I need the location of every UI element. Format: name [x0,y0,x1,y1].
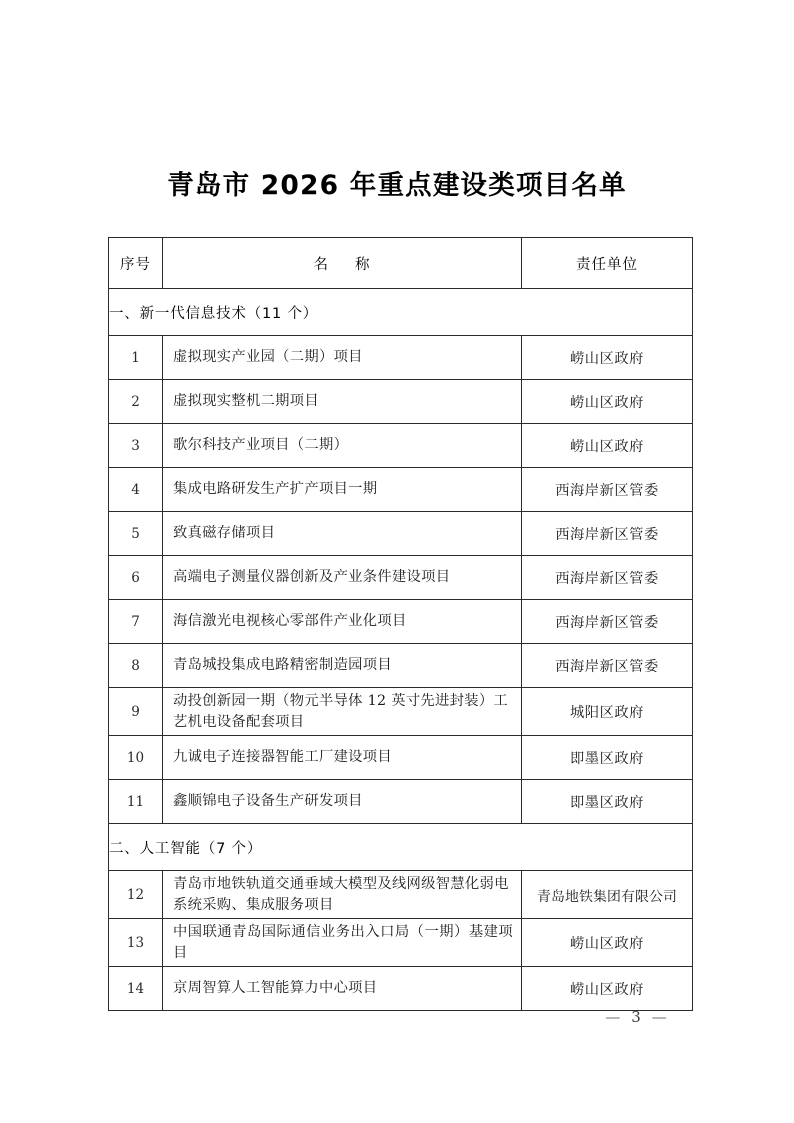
section-heading: 一、新一代信息技术（11 个） [109,289,693,336]
column-header-name [163,238,522,289]
column-header-name-part2: 称 [355,256,371,273]
table-row [109,780,693,824]
row-project-name: 虚拟现实产业园（二期）项目 [163,336,522,380]
row-index: 2 [109,380,163,424]
row-responsible-unit: 西海岸新区管委 [522,512,693,556]
row-responsible-unit: 崂山区政府 [522,919,693,967]
row-project-name: 致真磁存储项目 [163,512,522,556]
row-project-name: 高端电子测量仪器创新及产业条件建设项目 [163,556,522,600]
row-index: 9 [109,688,163,736]
row-responsible-unit: 西海岸新区管委 [522,644,693,688]
row-index: 13 [109,919,163,967]
column-header-index: 序号 [109,238,163,289]
row-project-name: 虚拟现实整机二期项目 [163,380,522,424]
page-marker-left-icon: — [605,1008,623,1026]
column-header-name-part1: 名 [313,256,329,273]
page-number: 3 [631,1008,643,1026]
row-responsible-unit: 崂山区政府 [522,336,693,380]
row-index: 4 [109,468,163,512]
table-section-header-row [109,824,693,871]
row-project-name: 九诚电子连接器智能工厂建设项目 [163,736,522,780]
row-project-name: 鑫顺锦电子设备生产研发项目 [163,780,522,824]
page-marker-right-icon: — [651,1008,669,1026]
page-title: 青岛市 2026 年重点建设类项目名单 [167,170,627,201]
page-footer [0,1008,794,1026]
table-row [109,644,693,688]
row-responsible-unit: 崂山区政府 [522,967,693,1011]
row-index: 12 [109,871,163,919]
row-responsible-unit: 即墨区政府 [522,736,693,780]
row-index: 11 [109,780,163,824]
row-project-name: 中国联通青岛国际通信业务出入口局（一期）基建项目 [163,919,522,967]
row-project-name: 京周智算人工智能算力中心项目 [163,967,522,1011]
row-index: 1 [109,336,163,380]
row-project-name: 动投创新园一期（物元半导体 12 英寸先进封装）工艺机电设备配套项目 [163,688,522,736]
project-list-table-wrapper [108,237,692,1011]
table-header-row [109,238,693,289]
table-row [109,600,693,644]
project-list-table [108,237,693,1011]
row-index: 14 [109,967,163,1011]
table-row [109,919,693,967]
row-index: 5 [109,512,163,556]
row-project-name: 海信激光电视核心零部件产业化项目 [163,600,522,644]
row-index: 7 [109,600,163,644]
table-row [109,380,693,424]
row-responsible-unit: 即墨区政府 [522,780,693,824]
row-responsible-unit: 西海岸新区管委 [522,600,693,644]
row-responsible-unit: 城阳区政府 [522,688,693,736]
table-row [109,336,693,380]
row-project-name: 歌尔科技产业项目（二期） [163,424,522,468]
table-row [109,556,693,600]
row-responsible-unit: 崂山区政府 [522,380,693,424]
row-project-name: 青岛城投集成电路精密制造园项目 [163,644,522,688]
row-responsible-unit: 青岛地铁集团有限公司 [522,871,693,919]
row-index: 8 [109,644,163,688]
row-project-name: 青岛市地铁轨道交通垂域大模型及线网级智慧化弱电系统采购、集成服务项目 [163,871,522,919]
column-header-unit: 责任单位 [522,238,693,289]
table-row [109,468,693,512]
row-index: 10 [109,736,163,780]
row-responsible-unit: 西海岸新区管委 [522,556,693,600]
section-heading: 二、人工智能（7 个） [109,824,693,871]
table-row [109,871,693,919]
row-responsible-unit: 崂山区政府 [522,424,693,468]
row-responsible-unit: 西海岸新区管委 [522,468,693,512]
row-project-name: 集成电路研发生产扩产项目一期 [163,468,522,512]
row-index: 3 [109,424,163,468]
row-index: 6 [109,556,163,600]
table-row [109,736,693,780]
table-row [109,688,693,736]
table-row [109,967,693,1011]
table-row [109,512,693,556]
table-row [109,424,693,468]
table-section-header-row [109,289,693,336]
